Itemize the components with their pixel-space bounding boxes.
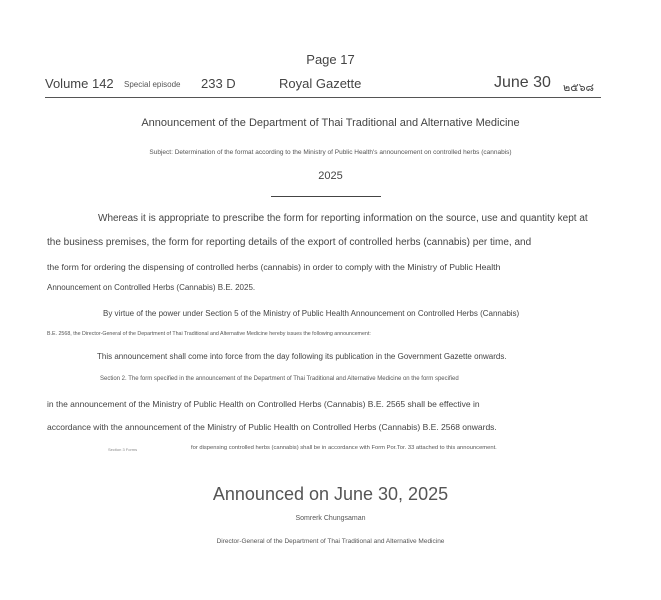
paragraph-line: Section 2. The form specified in the announcement of the Department of Thai Traditional and Alternative Medicine on the form specified	[100, 376, 459, 382]
issue-label: 233 D	[201, 76, 236, 91]
header-divider	[45, 97, 601, 98]
paragraph-line: Whereas it is appropriate to prescribe the form for reporting information on the source, use and quantity kept at	[98, 213, 588, 224]
paragraph-line: Announcement on Controlled Herbs (Cannabis) B.E. 2025.	[47, 283, 256, 292]
volume-label: Volume 142	[45, 76, 114, 91]
section-3-label: Section 3 Forms	[108, 447, 138, 452]
paragraph-line: in the announcement of the Ministry of Public Health on Controlled Herbs (Cannabis) B.E. 2565 shall be effective in	[47, 399, 480, 409]
signer-title: Director-General of the Department of Thai Traditional and Alternative Medicine	[216, 538, 445, 545]
publication-name: Royal Gazette	[279, 76, 362, 91]
page-number: Page 17	[306, 52, 355, 67]
document-year: 2025	[318, 170, 343, 182]
paragraph-line: accordance with the announcement of the Ministry of Public Health on Controlled Herbs (Cannabis) B.E. 2568 onwards.	[47, 422, 497, 432]
year-divider	[271, 196, 381, 197]
paragraph-line: By virtue of the power under Section 5 of the Ministry of Public Health Announcement on Controlled Herbs (Cannabis)	[103, 309, 520, 318]
section-1: This announcement shall come into force from the day following its publication in the Government Gazette onwards.	[97, 352, 507, 361]
announced-date: Announced on June 30, 2025	[212, 484, 449, 504]
section-3-text: for dispensing controlled herbs (cannabis) shall be in accordance with Form Por.Tor. 33 attached to this announcement.	[191, 445, 497, 451]
document-subject: Subject: Determination of the format according to the Ministry of Public Health's announcement on controlled herbs (cannabis)	[149, 149, 512, 156]
signer-name: Somrerk Chungsaman	[295, 515, 366, 522]
document-title: Announcement of the Department of Thai Traditional and Alternative Medicine	[141, 117, 520, 129]
paragraph-line: the form for ordering the dispensing of controlled herbs (cannabis) in order to comply with the Ministry of Public Health	[47, 262, 501, 272]
thai-year: ๒๕๖๘	[563, 82, 595, 94]
header-date: June 30	[494, 74, 551, 91]
edition-label: Special episode	[124, 80, 181, 89]
paragraph-line: the business premises, the form for reporting details of the export of controlled herbs (cannabis) per time, and	[47, 237, 532, 248]
paragraph-line: B.E. 2568, the Director-General of the Department of Thai Traditional and Alternative Medicine hereby issues the following announcement:	[47, 331, 371, 337]
